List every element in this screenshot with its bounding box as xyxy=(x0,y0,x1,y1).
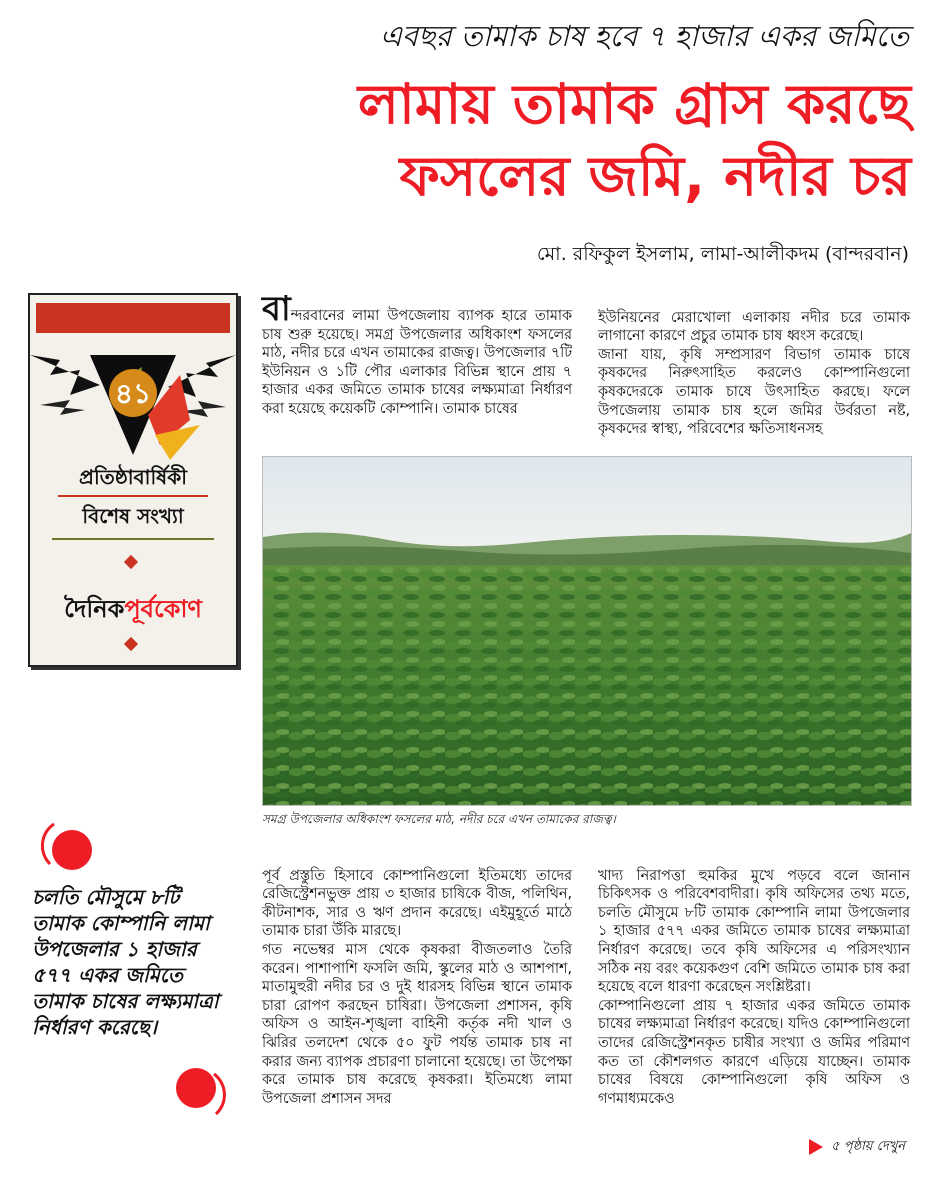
anniversary-burst-icon xyxy=(30,315,236,485)
article-column-3 xyxy=(262,848,572,1127)
article-column-1 xyxy=(262,289,572,419)
anniversary-line-1: প্রতিষ্ঠাবার্ষিকী xyxy=(79,465,187,489)
byline: মো. রফিকুল ইসলাম, লামা-আলীকদম (বান্দরবান) xyxy=(536,243,909,265)
headline xyxy=(24,68,911,212)
column-4-text: খাদ্য নিরাপত্তা হুমকির মুখে পড়বে বলে জানান চিকিৎসক ও পরিবেশবাদীরা। কৃষি অফিসের তথ্য মতে, চলতি মৌসুমে ৮টি তামাক কোম্পানি লামা উপজেলার ১ হাজার ৫৭৭ একর জমিতে তামাক চাষের লক্ষ্যমাত্রা নির্ধারণ করেছে। তবে কৃষি অফিসের এ পরিসংখ্যান সঠিক নয় বরং কয়েকগুণ বেশি জমিতে তামাক চাষ করা হয়েছে বলে ধারণা করেছেন সংশ্লিষ্টরা। কোম্পানিগুলো প্রায় ৭ হাজার একর জমিতে তামাক চাষের লক্ষ্যমাত্রা নির্ধারণ করেছে। যদিও কোম্পানিগুলো তাদের রেজিস্ট্রেশনকৃত চাষীর সংখ্যা ও জমির পরিমাণ কত তা কৌশলগত কারণে এড়িয়ে যাচ্ছেন। তামাক চাষের বিষয়ে কোম্পানিগুলো কৃষি অফিস ও গণমাধ্যমকেও xyxy=(598,867,910,1107)
divider xyxy=(52,538,214,540)
column-1-text: ন্দরবানের লামা উপজেলায় ব্যাপক হারে তামাক চাষ শুরু হয়েছে। সমগ্র উপজেলার অধিকাংশ ফসলের মাঠ, নদীর চরে এখন তামাকের রাজত্ব। উপজেলার ৭টি ইউনিয়ন ও ১টি পৌর এলাকার বিভিন্ন স্থানে প্রায় ৭ হাজার একর জমিতে তামাক চাষের লক্ষ্যমাত্রা নির্ধারণ করা হয়েছে কয়েকটি কোম্পানি। তামাক চাষের xyxy=(262,308,572,417)
diamond-icon xyxy=(124,555,138,569)
article-column-4 xyxy=(598,848,910,1127)
headline-line-2: ফসলের জমি, নদীর চর xyxy=(399,144,911,208)
headline-line-1: লামায় তামাক গ্রাস করছে xyxy=(357,72,911,136)
drop-cap: বা xyxy=(262,289,291,329)
newspaper-name-part-2: পূর্বকোণ xyxy=(124,595,202,623)
red-circle-icon xyxy=(40,818,96,874)
article-column-2 xyxy=(598,290,910,457)
photo-caption: সমগ্র উপজেলার অধিকাংশ ফসলের মাঠ, নদীর চরে এখন তামাকের রাজত্ব। xyxy=(262,812,616,826)
newspaper-name-part-1: দৈনিক xyxy=(64,595,125,623)
divider xyxy=(58,495,208,497)
continued-note xyxy=(809,1137,905,1158)
anniversary-line-2: বিশেষ সংখ্যা xyxy=(82,504,184,528)
red-circle-icon xyxy=(172,1064,228,1120)
kicker: এবছর তামাক চাষ হবে ৭ হাজার একর জমিতে xyxy=(379,19,909,53)
tobacco-field-photo xyxy=(262,456,912,806)
continued-text: ৫ পৃষ্ঠায় দেখুন xyxy=(831,1139,905,1154)
column-2-text: ইউনিয়নের মেরাখোলা এলাকায় নদীর চরে তামাক লাগানো কারণে প্রচুর তামাক চাষ ধ্বংস করেছে। জানা যায়, কৃষি সম্প্রসারণ বিভাগ তামাক চাষে কৃষকদের নিরুৎসাহিত করলেও কোম্পানিগুলো কৃষকদেরকে তামাক চাষে উৎসাহিত করছে। ফলে উপজেলায় তামাক চাষ হলে জমির উর্বরতা নষ্ট, কৃষকদের স্বাস্থ্য, পরিবেশের ক্ষতিসাধনসহ xyxy=(598,309,910,438)
column-3-text: পূর্ব প্রস্তুতি হিসাবে কোম্পানিগুলো ইতিমধ্যে তাদের রেজিস্ট্রেশনভুক্ত প্রায় ৩ হাজার চাষিকে বীজ, পলিথিন, কীটনাশক, সার ও ঋণ প্রদান করেছে। এইমুহূর্তে মাঠে তামাক চারা উঁকি মারছে। গত নভেম্বর মাস থেকে কৃষকরা বীজতলাও তৈরি করেন। পাশাপাশি ফসলি জমি, স্কুলের মাঠ ও আশপাশ, মাতামুহুরী নদীর চর ও দুই ধারসহ বিভিন্ন স্থানে তামাক চারা রোপণ করছেন চাষিরা। উপজেলা প্রশাসন, কৃষি অফিস ও আইন-শৃঙ্খলা বাহিনী কর্তৃক নদী খাল ও ঝিরির তলদেশ থেকে ৫০ ফুট পর্যন্ত তামাক চাষ না করার জন্য ব্যাপক প্রচারণা চালানো হয়েছে। তা উপেক্ষা করে তামাক চাষ করেছে কৃষকরা। ইতিমধ্যে লামা উপজেলা প্রশাসন সদর xyxy=(262,867,572,1107)
pull-quote: চলতি মৌসুমে ৮টি তামাক কোম্পানি লামা উপজেলার ১ হাজার ৫৭৭ একর জমিতে তামাক চাষের লক্ষ্যমাত্রা নির্ধারণ করেছে। xyxy=(32,885,219,1039)
tobacco-field-image xyxy=(263,457,911,805)
anniversary-number: ৪১ xyxy=(114,377,152,410)
newspaper-name xyxy=(30,591,236,631)
diamond-icon xyxy=(124,637,138,651)
arrow-right-icon xyxy=(809,1139,823,1155)
anniversary-badge xyxy=(28,293,238,667)
